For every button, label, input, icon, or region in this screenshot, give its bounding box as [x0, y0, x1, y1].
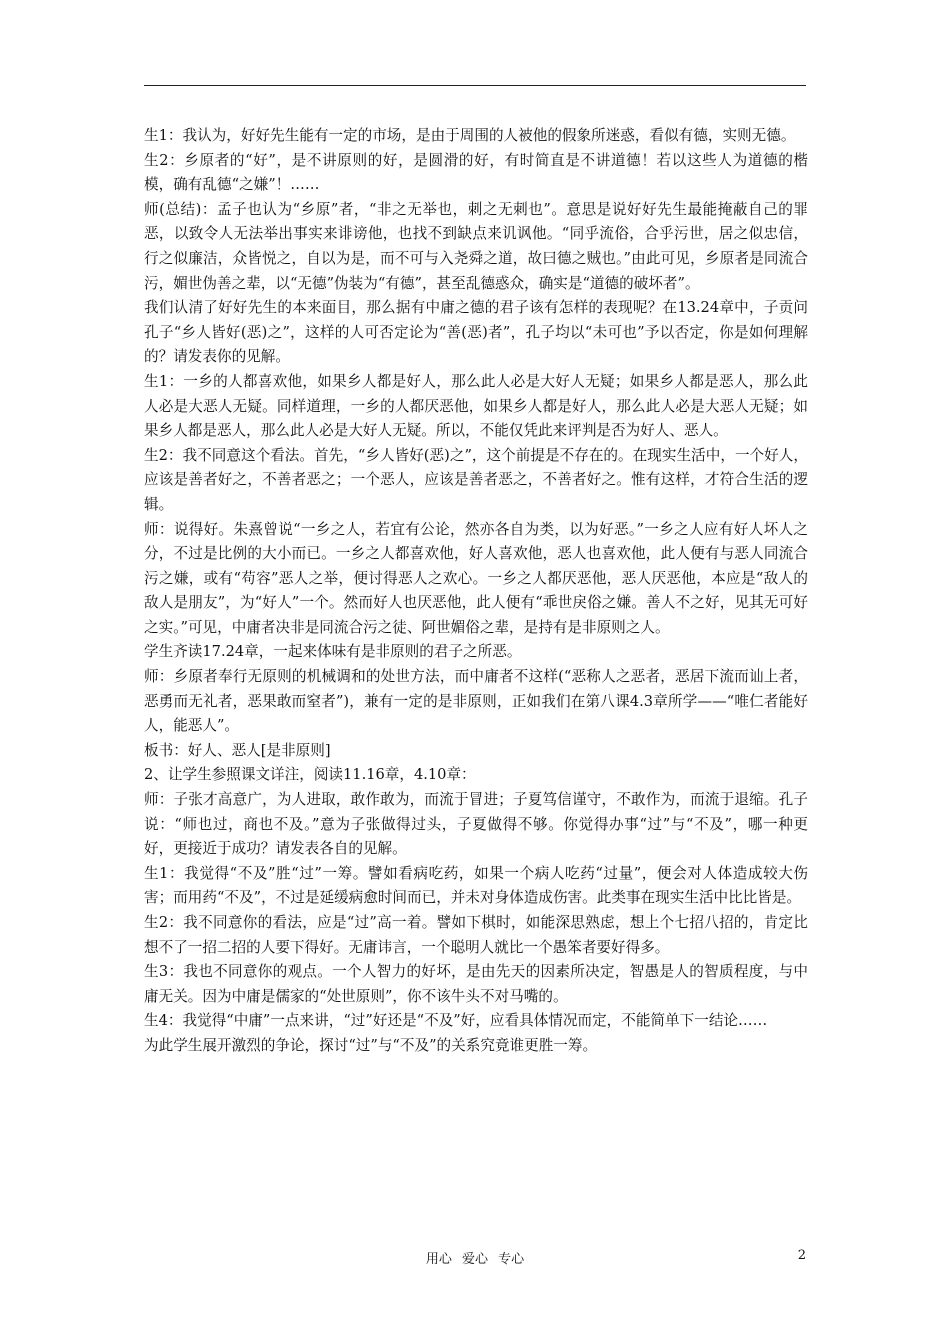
- body-text: [144, 124, 808, 1059]
- footer-slogan: 用心 爱心 专心: [425, 1252, 525, 1267]
- paragraph: 2、让学生参照课文详注，阅读11.16章，4.10章：: [144, 766, 476, 784]
- paragraph: 为此学生展开激烈的争论，探讨“过”与“不及”的关系究竟谁更胜一筹。: [144, 1036, 598, 1054]
- page-footer: [0, 1248, 950, 1272]
- paragraph: 板书：好人、恶人[是非原则]: [144, 741, 331, 759]
- paragraph: 生1：我觉得“不及”胜“过”一筹。譬如看病吃药，如果一个病人吃药“过量”，便会对人体造成较大伤害；而用药“不及”，不过是延缓病愈时间而已，并未对身体造成伤害。此类事在现实生活中比比皆是。: [144, 864, 808, 907]
- paragraph: 师：乡原者奉行无原则的机械调和的处世方法，而中庸者不这样(“恶称人之恶者，恶居下流而讪上者，恶勇而无礼者，恶果敢而窒者”)，兼有一定的是非原则，正如我们在第八课4.3章所学——“唯仁者能好人，能恶人”。: [144, 668, 808, 735]
- paragraph: 生4：我觉得“中庸”一点来讲，“过”好还是“不及”好，应看具体情况而定，不能简单下一结论……: [144, 1012, 768, 1030]
- paragraph: 生2：我不同意这个看法。首先，“乡人皆好(恶)之”，这个前提是不存在的。在现实生活中，一个好人，应该是善者好之，不善者恶之；一个恶人，应该是善者恶之，不善者好之。惟有这样，才符合生活的逻辑。: [144, 446, 808, 513]
- paragraph: 生2：乡原者的“好”，是不讲原则的好，是圆滑的好，有时简直是不讲道德！若以这些人为道德的楷模，确有乱德“之嫌”！……: [144, 151, 808, 194]
- paragraph: 师(总结)：孟子也认为“乡原”者，“非之无举也，刺之无刺也”。意思是说好好先生最能掩蔽自己的罪恶，以致令人无法举出事实来诽谤他，也找不到缺点来讥讽他。“同乎流俗，合乎污世，居之似忠信，行之似廉洁，众皆悦之，自以为是，而不可与入尧舜之道，故曰德之贼也。”由此可见，乡原者是同流合污，媚世伪善之辈，以“无德”伪装为“有德”，甚至乱德惑众，确实是“道德的破坏者”。: [144, 200, 808, 292]
- paragraph: 师：子张才高意广，为人进取，敢作敢为，而流于冒进；子夏笃信谨守，不敢作为，而流于退缩。孔子说：“师也过，商也不及。”意为子张做得过头，子夏做得不够。你觉得办事“过”与“不及”，哪一种更好，更接近于成功？请发表各自的见解。: [144, 791, 808, 858]
- page-number: 2: [797, 1248, 806, 1263]
- paragraph: 我们认清了好好先生的本来面目，那么据有中庸之德的君子该有怎样的表现呢？在13.24章中，子贡问孔子“乡人皆好(恶)之”，这样的人可否定论为“善(恶)者”，孔子均以“未可也”予以否定，你是如何理解的？请发表你的见解。: [144, 299, 808, 366]
- paragraph: 生1：一乡的人都喜欢他，如果乡人都是好人，那么此人必是大好人无疑；如果乡人都是恶人，那么此人必是大恶人无疑。同样道理，一乡的人都厌恶他，如果乡人都是好人，那么此人必是大恶人无疑；如果乡人都是恶人，那么此人必是大好人无疑。所以，不能仅凭此来评判是否为好人、恶人。: [144, 372, 808, 440]
- paragraph: 师：说得好。朱熹曾说“一乡之人，若宜有公论，然亦各自为类，以为好恶。”一乡之人应有好人坏人之分，不过是比例的大小而已。一乡之人都喜欢他，好人喜欢他，恶人也喜欢他，此人便有与恶人同流合污之嫌，或有“苟容”恶人之举，便讨得恶人之欢心。一乡之人都厌恶他，恶人厌恶他，本应是“敌人的敌人是朋友”，为“好人”一个。然而好人也厌恶他，此人便有“乖世戾俗之嫌。善人不之好，见其无可好之实。”可见，中庸者决非是同流合污之徒、阿世媚俗之辈，是持有是非原则之人。: [144, 520, 808, 636]
- paragraph: 学生齐读17.24章，一起来体味有是非原则的君子之所恶。: [144, 643, 522, 661]
- header-rule: [144, 85, 806, 86]
- paragraph: 生1：我认为，好好先生能有一定的市场，是由于周围的人被他的假象所迷惑，看似有德，实则无德。: [144, 127, 796, 144]
- paragraph: 生3：我也不同意你的观点。一个人智力的好坏，是由先天的因素所决定，智愚是人的智质程度，与中庸无关。因为中庸是儒家的“处世原则”，你不该牛头不对马嘴的。: [144, 963, 808, 1005]
- paragraph: 生2：我不同意你的看法，应是“过”高一着。譬如下棋时，如能深思熟虑，想上个七招八招的，肯定比想不了一招二招的人要下得好。无庸讳言，一个聪明人就比一个愚笨者要好得多。: [144, 914, 808, 956]
